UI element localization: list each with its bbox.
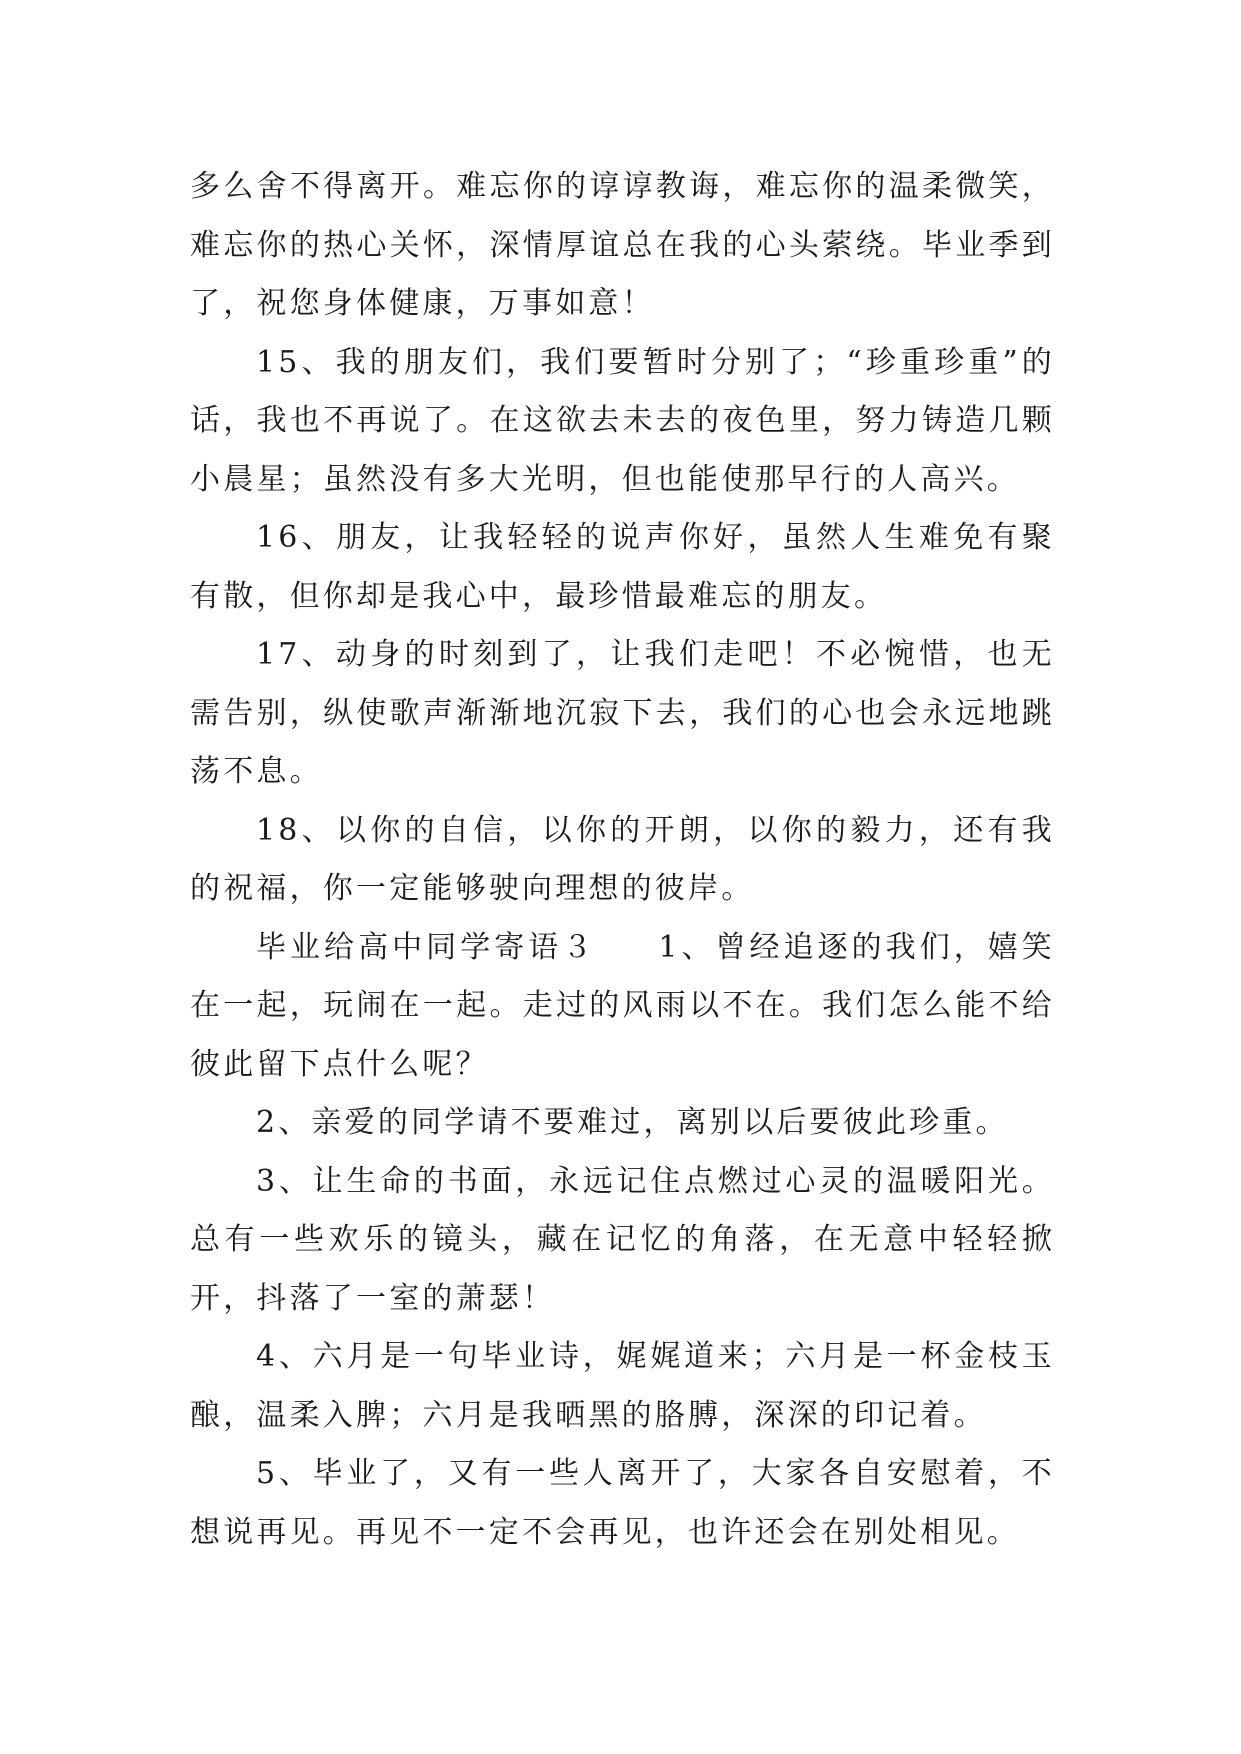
section-first-item: 1、曾经追逐的我们，嬉笑在一起，玩闹在一起。走过的风雨以不在。我们怎么能不给彼此留下点什么呢？ [190, 929, 1055, 1082]
paragraph-item-3: 3、让生命的书面，永远记住点燃过心灵的温暖阳光。总有一些欢乐的镜头，藏在记忆的角落，在无意中轻轻掀开，抖落了一室的萧瑟！ [190, 1163, 1055, 1316]
paragraph-item-5: 5、毕业了，又有一些人离开了，大家各自安慰着，不想说再见。再见不一定不会再见，也许还会在别处相见。 [190, 1456, 1055, 1550]
paragraph-item-18: 18、以你的自信，以你的开朗，以你的毅力，还有我的祝福，你一定能够驶向理想的彼岸。 [190, 812, 1055, 906]
document-body [190, 158, 1055, 1562]
section-paragraph [190, 919, 1055, 1095]
paragraph-item-2: 2、亲爱的同学请不要难过，离别以后要彼此珍重。 [256, 1105, 1009, 1140]
paragraph-continuation: 多么舍不得离开。难忘你的谆谆教诲，难忘你的温柔微笑，难忘你的热心关怀，深情厚谊总在我的心头萦绕。毕业季到了，祝您身体健康，万事如意！ [190, 169, 1055, 321]
section-heading: 毕业给高中同学寄语３ [256, 929, 597, 965]
paragraph-item-16: 16、朋友，让我轻轻的说声你好，虽然人生难免有聚有散，但你却是我心中，最珍惜最难忘的朋友。 [190, 520, 1055, 614]
paragraph-item-17: 17、动身的时刻到了，让我们走吧！不必惋惜，也无需告别，纵使歌声渐渐地沉寂下去，我们的心也会永远地跳荡不息。 [190, 637, 1055, 789]
paragraph-item-4: 4、六月是一句毕业诗，娓娓道来；六月是一杯金枝玉酿，温柔入脾；六月是我晒黑的胳膊，深深的印记着。 [190, 1339, 1055, 1433]
paragraph-item-15: 15、我的朋友们，我们要暂时分别了；“珍重珍重”的话，我也不再说了。在这欲去未去的夜色里，努力铸造几颗小晨星；虽然没有多大光明，但也能使那早行的人高兴。 [190, 344, 1055, 497]
